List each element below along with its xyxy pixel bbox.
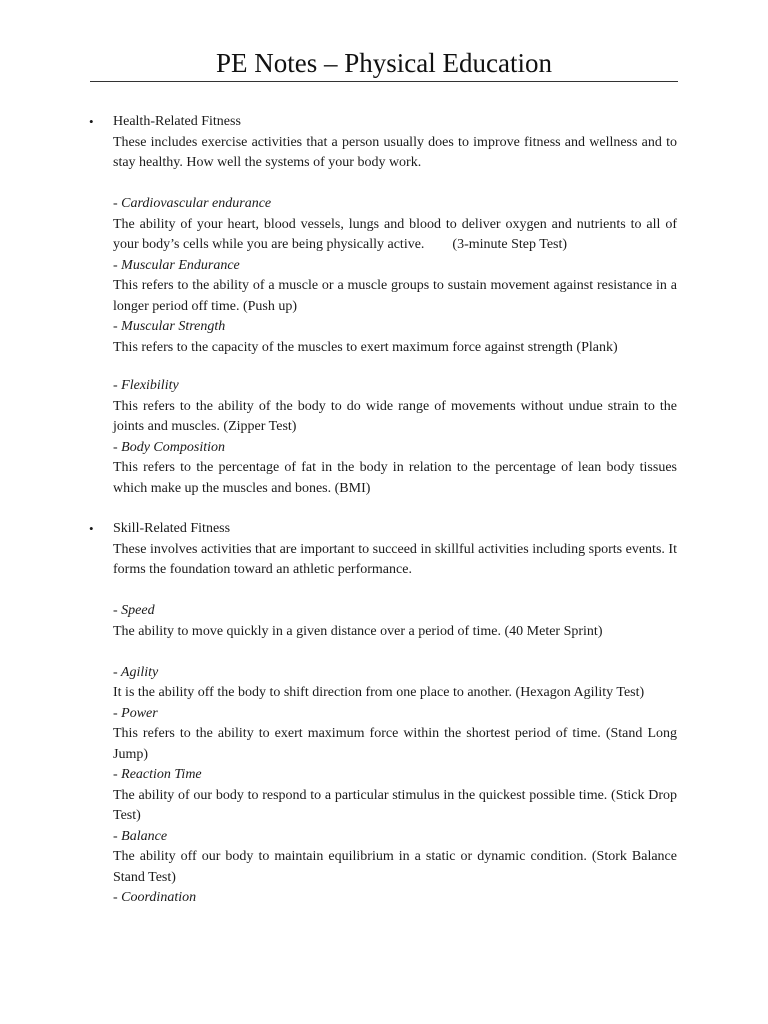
cardio-text: The ability of your heart, blood vessels, lungs and blood to deliver oxygen and nutrients to all of your body’s cells while you are being physically active. bbox=[113, 216, 677, 252]
spacer bbox=[113, 174, 677, 195]
cardio-paragraph bbox=[113, 215, 677, 256]
balance-text: The ability off our body to maintain equilibrium in a static or dynamic condition. (Stork Balance Stand Test) bbox=[113, 849, 677, 885]
title-underline bbox=[90, 81, 678, 82]
body-composition-label: - Body Composition bbox=[113, 439, 225, 455]
body-composition-text: This refers to the percentage of fat in the body in relation to the percentage of lean body tissues which make up the muscles and bones. (BMI) bbox=[113, 460, 677, 496]
power-label: - Power bbox=[113, 705, 158, 721]
health-heading: Health-Related Fitness bbox=[113, 114, 241, 129]
coordination-label: - Coordination bbox=[113, 890, 197, 905]
muscular-strength-label: - Muscular Strength bbox=[113, 319, 226, 334]
page-title: PE Notes – Physical Education bbox=[216, 48, 552, 78]
spacer bbox=[113, 642, 677, 663]
reaction-time-text: The ability of our body to respond to a particular stimulus in the quickest possible time. (Stick Drop Test) bbox=[113, 787, 677, 823]
flexibility-text: This refers to the ability of the body to do wide range of movements without undue strain to the joints and muscles. (Zipper Test) bbox=[113, 398, 677, 434]
health-intro: These includes exercise activities that a person usually does to improve fitness and wellness and to stay healthy. How well the systems of your body work. bbox=[113, 134, 677, 170]
balance-label: - Balance bbox=[113, 828, 168, 844]
spacer bbox=[113, 581, 677, 602]
muscular-endurance-text: This refers to the ability of a muscle or a muscle groups to sustain movement against resistance in a longer period off time. (Push up) bbox=[113, 278, 677, 314]
flexibility-label: - Flexibility bbox=[113, 378, 179, 393]
health-related-section bbox=[89, 112, 677, 499]
bullet-icon: • bbox=[89, 521, 94, 536]
agility-text: It is the ability off the body to shift direction from one place to another. (Hexagon Agility Test) bbox=[113, 685, 645, 700]
skill-heading: Skill-Related Fitness bbox=[113, 521, 231, 536]
bullet-icon: • bbox=[89, 114, 94, 129]
muscular-strength-text: This refers to the capacity of the muscles to exert maximum force against strength (Plank) bbox=[113, 339, 618, 355]
cardio-label: - Cardiovascular endurance bbox=[113, 196, 272, 211]
cardio-test: (3-minute Step Test) bbox=[452, 237, 568, 252]
spacer bbox=[113, 358, 677, 376]
muscular-endurance-label: - Muscular Endurance bbox=[113, 257, 240, 273]
power-text: This refers to the ability to exert maximum force within the shortest period of time. (Stand Long Jump) bbox=[113, 726, 677, 762]
agility-label: - Agility bbox=[113, 664, 159, 680]
skill-related-section bbox=[89, 519, 677, 909]
speed-label: - Speed bbox=[113, 603, 155, 618]
speed-text: The ability to move quickly in a given distance over a period of time. (40 Meter Sprint) bbox=[113, 623, 603, 639]
skill-intro: These involves activities that are important to succeed in skillful activities including sports events. It forms the foundation toward an athletic performance. bbox=[113, 541, 677, 577]
reaction-time-label: - Reaction Time bbox=[113, 767, 202, 782]
